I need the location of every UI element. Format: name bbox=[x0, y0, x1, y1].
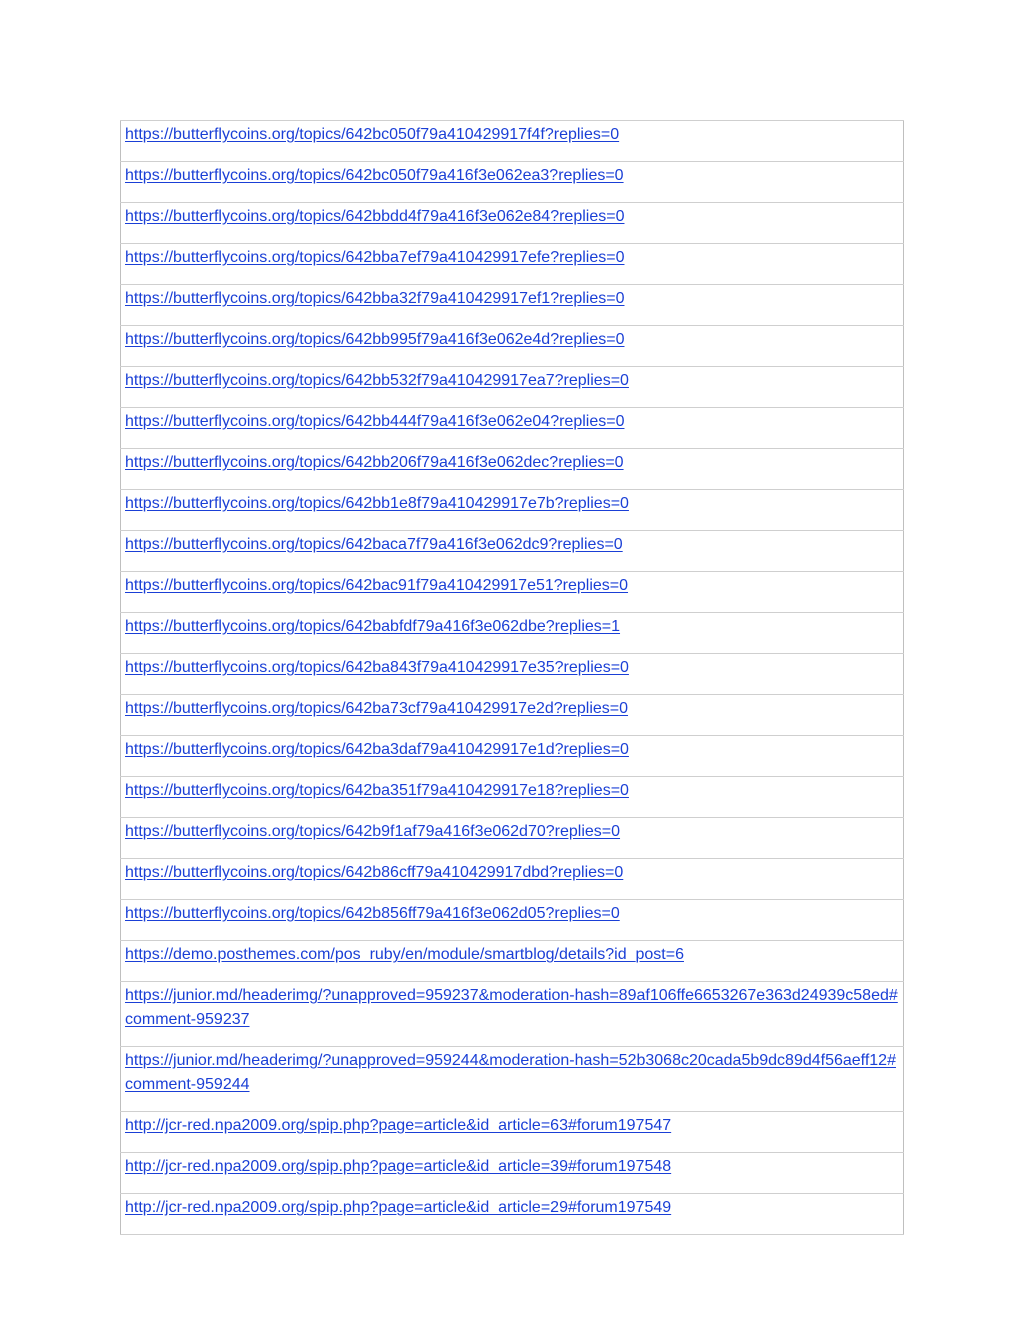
table-row bbox=[121, 1112, 904, 1153]
url-link[interactable]: http://jcr-red.npa2009.org/spip.php?page=article&id_article=39#forum197548 bbox=[125, 1158, 672, 1175]
url-link[interactable]: http://jcr-red.npa2009.org/spip.php?page=article&id_article=29#forum197549 bbox=[125, 1199, 672, 1216]
table-row bbox=[121, 285, 904, 326]
url-link[interactable]: https://butterflycoins.org/topics/642bb532f79a410429917ea7?replies=0 bbox=[125, 372, 629, 389]
table-row bbox=[121, 121, 904, 162]
table-row bbox=[121, 859, 904, 900]
url-link[interactable]: https://butterflycoins.org/topics/642bb444f79a416f3e062e04?replies=0 bbox=[125, 413, 625, 430]
table-row bbox=[121, 490, 904, 531]
table-row bbox=[121, 367, 904, 408]
table-row bbox=[121, 1047, 904, 1112]
table-cell bbox=[121, 449, 904, 490]
table-row bbox=[121, 982, 904, 1047]
url-link[interactable]: https://butterflycoins.org/topics/642bba32f79a410429917ef1?replies=0 bbox=[125, 290, 625, 307]
url-link[interactable]: https://butterflycoins.org/topics/642bba7ef79a410429917efe?replies=0 bbox=[125, 249, 625, 266]
table-row bbox=[121, 1153, 904, 1194]
link-table bbox=[120, 120, 904, 1235]
url-link[interactable]: https://butterflycoins.org/topics/642b9f1af79a416f3e062d70?replies=0 bbox=[125, 823, 621, 840]
url-link[interactable]: https://butterflycoins.org/topics/642bc050f79a410429917f4f?replies=0 bbox=[125, 126, 620, 143]
table-cell bbox=[121, 1047, 904, 1112]
table-row bbox=[121, 695, 904, 736]
table-cell bbox=[121, 941, 904, 982]
table-cell bbox=[121, 162, 904, 203]
url-link[interactable]: https://butterflycoins.org/topics/642babfdf79a416f3e062dbe?replies=1 bbox=[125, 618, 621, 635]
url-link[interactable]: http://jcr-red.npa2009.org/spip.php?page=article&id_article=63#forum197547 bbox=[125, 1117, 672, 1134]
url-link[interactable]: https://butterflycoins.org/topics/642bac91f79a410429917e51?replies=0 bbox=[125, 577, 629, 594]
table-row bbox=[121, 613, 904, 654]
table-row bbox=[121, 531, 904, 572]
table-row bbox=[121, 941, 904, 982]
url-link[interactable]: https://butterflycoins.org/topics/642ba351f79a410429917e18?replies=0 bbox=[125, 782, 629, 799]
url-link[interactable]: https://junior.md/headerimg/?unapproved=959244&moderation-hash=52b3068c20cada5b9dc89d4f56aeff12#comment-959244 bbox=[125, 1052, 896, 1093]
table-cell bbox=[121, 900, 904, 941]
table-cell bbox=[121, 1194, 904, 1235]
table-cell bbox=[121, 244, 904, 285]
table-row bbox=[121, 408, 904, 449]
table-row bbox=[121, 736, 904, 777]
table-row bbox=[121, 449, 904, 490]
table-cell bbox=[121, 736, 904, 777]
table-cell bbox=[121, 613, 904, 654]
table-row bbox=[121, 162, 904, 203]
table-cell bbox=[121, 121, 904, 162]
url-link[interactable]: https://butterflycoins.org/topics/642ba3daf79a410429917e1d?replies=0 bbox=[125, 741, 629, 758]
url-link[interactable]: https://demo.posthemes.com/pos_ruby/en/module/smartblog/details?id_post=6 bbox=[125, 946, 684, 963]
table-cell bbox=[121, 859, 904, 900]
table-row bbox=[121, 244, 904, 285]
url-link[interactable]: https://butterflycoins.org/topics/642bb995f79a416f3e062e4d?replies=0 bbox=[125, 331, 625, 348]
url-link[interactable]: https://junior.md/headerimg/?unapproved=959237&moderation-hash=89af106ffe6653267e363d24939c58ed#comment-959237 bbox=[125, 987, 898, 1028]
url-link[interactable]: https://butterflycoins.org/topics/642ba73cf79a410429917e2d?replies=0 bbox=[125, 700, 629, 717]
table-cell bbox=[121, 531, 904, 572]
table-cell bbox=[121, 818, 904, 859]
table-row bbox=[121, 572, 904, 613]
table-cell bbox=[121, 408, 904, 449]
url-link[interactable]: https://butterflycoins.org/topics/642b856ff79a416f3e062d05?replies=0 bbox=[125, 905, 620, 922]
table-cell bbox=[121, 1112, 904, 1153]
url-link[interactable]: https://butterflycoins.org/topics/642baca7f79a416f3e062dc9?replies=0 bbox=[125, 536, 623, 553]
url-link[interactable]: https://butterflycoins.org/topics/642bc050f79a416f3e062ea3?replies=0 bbox=[125, 167, 624, 184]
table-cell bbox=[121, 1153, 904, 1194]
table-cell bbox=[121, 654, 904, 695]
table-row bbox=[121, 818, 904, 859]
table-cell bbox=[121, 572, 904, 613]
url-link[interactable]: https://butterflycoins.org/topics/642bbdd4f79a416f3e062e84?replies=0 bbox=[125, 208, 625, 225]
url-link[interactable]: https://butterflycoins.org/topics/642bb206f79a416f3e062dec?replies=0 bbox=[125, 454, 624, 471]
table-row bbox=[121, 203, 904, 244]
url-link[interactable]: https://butterflycoins.org/topics/642b86cff79a410429917dbd?replies=0 bbox=[125, 864, 624, 881]
table-cell bbox=[121, 285, 904, 326]
table-cell bbox=[121, 777, 904, 818]
table-row bbox=[121, 777, 904, 818]
table-cell bbox=[121, 367, 904, 408]
url-link[interactable]: https://butterflycoins.org/topics/642ba843f79a410429917e35?replies=0 bbox=[125, 659, 629, 676]
table-cell bbox=[121, 203, 904, 244]
url-link[interactable]: https://butterflycoins.org/topics/642bb1e8f79a410429917e7b?replies=0 bbox=[125, 495, 629, 512]
table-row bbox=[121, 900, 904, 941]
table-cell bbox=[121, 326, 904, 367]
table-cell bbox=[121, 695, 904, 736]
table-cell bbox=[121, 490, 904, 531]
table-row bbox=[121, 326, 904, 367]
table-cell bbox=[121, 982, 904, 1047]
table-row bbox=[121, 1194, 904, 1235]
table-row bbox=[121, 654, 904, 695]
